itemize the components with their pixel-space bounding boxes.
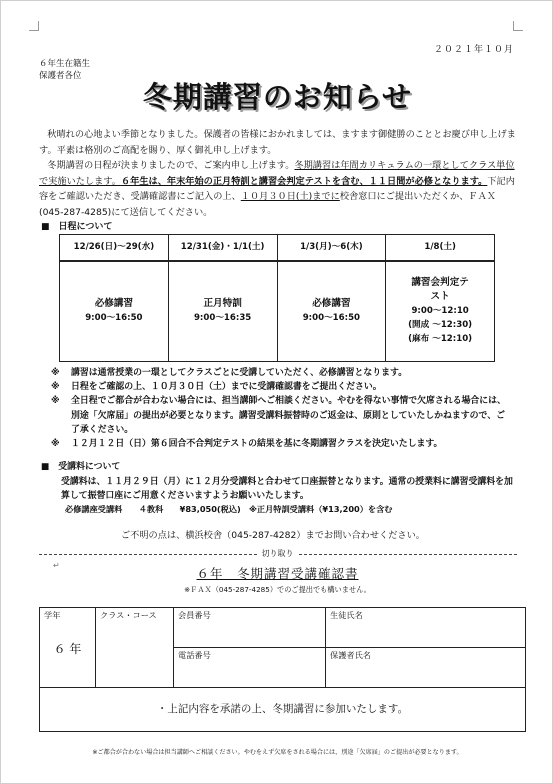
guardian-name-label: 保護者氏名: [330, 650, 371, 660]
schedule-date: 1/8(土): [386, 235, 495, 261]
page-title: 冬期講習のお知らせ: [142, 80, 413, 114]
intro-text-segment: 校舎窓口にご提出いただくか、ＦＡＸ(045-287-4285)にて送信してください。: [39, 191, 496, 218]
session-name: 講習会判定テスト: [411, 277, 469, 303]
footnote: ※ご都合が合わない場合は担当講師へご相談ください。やむをえず欠席をされる場合には、別途「欠席届」のご提出が必要となります。: [92, 749, 463, 756]
phone-number-label: 電話番号: [178, 650, 211, 660]
crop-mark: [513, 21, 523, 31]
confirmation-form: [39, 607, 526, 732]
note-text: 日程をご確認の上、１０月３０日（土）までに受講確認書をご提出ください。: [71, 382, 382, 393]
grade-label: 学年: [44, 610, 61, 620]
schedule-date: 1/3(月)～6(木): [277, 235, 386, 261]
session-time: 9:00～16:50: [85, 313, 143, 324]
session-time: 9:00～12:10: [411, 306, 469, 317]
intro-text-segment: ６年生は、年末年始の正月特訓と講習会判定テストを含む、１１日間が必修となります。: [120, 175, 488, 187]
session-name: 必修講習: [94, 298, 134, 310]
note-text: 全日程でご都合が合わない場合には、担当講師へご相談ください。やむを得ない事情で欠席される場合には、別途「欠席届」の提出が必要となります。講習受講料振替時のご返金は、原則としていたしかねますので、ご了承ください。: [71, 396, 506, 435]
note-mark: ※: [51, 368, 60, 378]
issue-date: ２０２１年１０月: [433, 45, 514, 55]
intro-paragraph: 秋晴れの心地よい季節となりました。保護者の皆様におかれましては、ますます御健勝のこととお慶び申し上げます。平素は格別のご高配を賜り、厚く御礼申し上げます。: [39, 129, 516, 156]
note-text: １２月１２日（日）第６回合不合判定テストの結果を基に冬期講習クラスを決定いたします。: [71, 439, 443, 450]
note-mark: ※: [51, 396, 60, 407]
member-number-field[interactable]: [174, 608, 326, 648]
note-mark: ※: [51, 439, 60, 450]
form-title-text: ６年 冬期講習受講確認書: [196, 566, 359, 581]
addressee-line: 保護者各位: [39, 71, 82, 81]
note-item: [51, 380, 511, 394]
schedule-cell: [60, 261, 169, 362]
intro-text-segment: 下記内容をご確認いただき、受講確認書にご記入の上、: [39, 175, 515, 202]
session-time-extra: (麻布 ～12:10): [408, 334, 473, 345]
session-time: 9:00～16:35: [193, 313, 252, 324]
schedule-date: 12/26(日)～29(水): [60, 235, 169, 261]
session-time: 9:00～16:50: [302, 313, 361, 324]
intro-paragraph: [39, 158, 517, 220]
form-row: [40, 608, 526, 648]
note-item: [51, 366, 511, 380]
return-mark-icon: ↵: [53, 561, 60, 570]
student-name-field[interactable]: [326, 608, 526, 648]
addressee-line: ６年生在籍生: [39, 59, 91, 69]
fee-detail: 必修講座受講料 ４教科 ¥83,050(税込) ※正月特訓受講料（¥13,200）を含む: [65, 504, 393, 514]
schedule-cell: [386, 261, 495, 362]
contact-text: ご不明の点は、横浜校舎（045-287-4282）までお問い合わせください。: [121, 530, 425, 541]
schedule-date: 12/31(金)・1/1(土): [168, 235, 277, 261]
note-text: 講習は通常授業の一環としてクラスごとに受講していただく、必修講習となります。: [71, 368, 408, 378]
schedule-body-row: [60, 261, 495, 362]
student-name-label: 生徒氏名: [330, 610, 363, 620]
guardian-name-field[interactable]: [326, 648, 526, 688]
fee-heading: ■ 受講料について: [41, 462, 121, 472]
phone-number-field[interactable]: [174, 648, 326, 688]
intro-text-segment: 冬期講習は年間カリキュラムの一環としてクラス単位で実施いたします。: [39, 160, 515, 187]
notes-list: [51, 366, 511, 451]
grade-cell[interactable]: [40, 608, 96, 688]
schedule-heading: ■ 日程について: [41, 222, 113, 232]
member-number-label: 会員番号: [178, 610, 211, 620]
cut-label-text: 切り取り: [258, 549, 298, 558]
note-item: [51, 437, 511, 451]
session-name: 必修講習: [312, 298, 351, 310]
class-course-field[interactable]: [96, 608, 174, 688]
session-name: 正月特訓: [203, 298, 242, 310]
session-time-extra: (開成 ～12:30): [408, 320, 473, 331]
schedule-table: [59, 234, 495, 362]
crop-mark: [29, 21, 39, 31]
note-mark: ※: [51, 382, 60, 393]
intro-text: [39, 127, 517, 220]
note-item: [51, 394, 511, 437]
class-course-label: クラス・コース: [100, 610, 157, 620]
intro-text-segment: 冬期講習の日程が決まりましたので、ご案内申し上げます。: [47, 160, 295, 171]
schedule-cell: [168, 261, 277, 362]
schedule-header-row: [60, 235, 495, 261]
cut-label: [1, 549, 553, 559]
form-title: [1, 566, 553, 582]
form-row: [40, 688, 526, 732]
schedule-cell: [277, 261, 386, 362]
intro-deadline: １０月３０日(土)までに: [240, 191, 340, 202]
consent-cell: [40, 688, 526, 732]
fee-text: 受講料は、１１月２９日（月）に１２月分受講料と合わせて口座振替となります。通常の授業料に講習受講料を加算して振替口座にご用意くださいますようお願いいたします。: [61, 477, 513, 502]
consent-text: ・上記内容を承諾の上、冬期講習に参加いたします。: [156, 702, 409, 715]
form-fax-note: ※ＦＡＸ（045-287-4285）でのご提出でも構いません。: [184, 585, 371, 594]
grade-value: ６ 年: [53, 642, 82, 657]
